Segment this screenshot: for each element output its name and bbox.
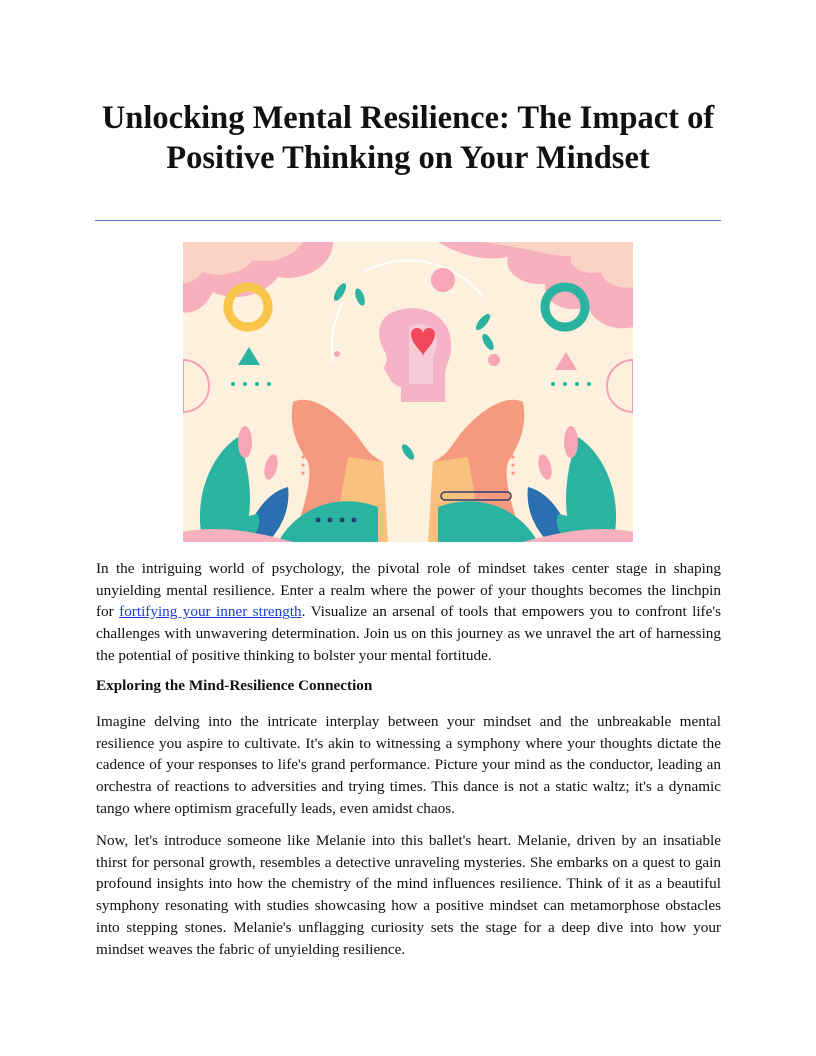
paragraph-mind-resilience: Imagine delving into the intricate interplay between your mindset and the unbreakable mental resilience you aspire to cultivate. It's akin to witnessing a symphony where your thoughts dictate the cadence of your responses to life's grand performance. Picture your mind as the conductor, leading an orchestra of reactions to adversities and trying times. This dance is not a static waltz; it's a dynamic tango where optimism gracefully leads, even amidst chaos. bbox=[96, 713, 721, 817]
intro-paragraph bbox=[96, 558, 721, 667]
title-divider bbox=[95, 220, 721, 221]
paragraph-melanie: Now, let's introduce someone like Melanie into this ballet's heart. Melanie, driven by an insatiable thirst for personal growth, resembles a detective unraveling mysteries. She embarks on a quest to gain profound insights into how the chemistry of the mind influences resilience. Think of it as a beautiful symphony resonating with studies showcasing how a positive mindset can metamorphose obstacles into stepping stones. Melanie's unflagging curiosity sets the stage for a deep dive into how your mindset weaves the fabric of unyielding resilience. bbox=[96, 832, 721, 958]
section-heading: Exploring the Mind-Resilience Connection bbox=[96, 677, 373, 694]
inner-strength-link[interactable]: fortifying your inner strength bbox=[119, 603, 302, 621]
hero-illustration bbox=[183, 242, 633, 542]
intro-text-after: . Visualize an arsenal of tools that empowers you to confront life's challenges with unwavering determination. Join us on this journey as we unravel the art of harnessing the potential of positive thinking to bolster your mental fortitude. bbox=[96, 603, 721, 664]
page-title: Unlocking Mental Resilience: The Impact of Positive Thinking on Your Mindset bbox=[101, 100, 715, 176]
intro-text-before: In the intriguing world of psychology, the pivotal role of mindset takes center stage in shaping unyielding mental resilience. Enter a realm where the power of your thoughts becomes the linchpin for bbox=[96, 560, 721, 621]
